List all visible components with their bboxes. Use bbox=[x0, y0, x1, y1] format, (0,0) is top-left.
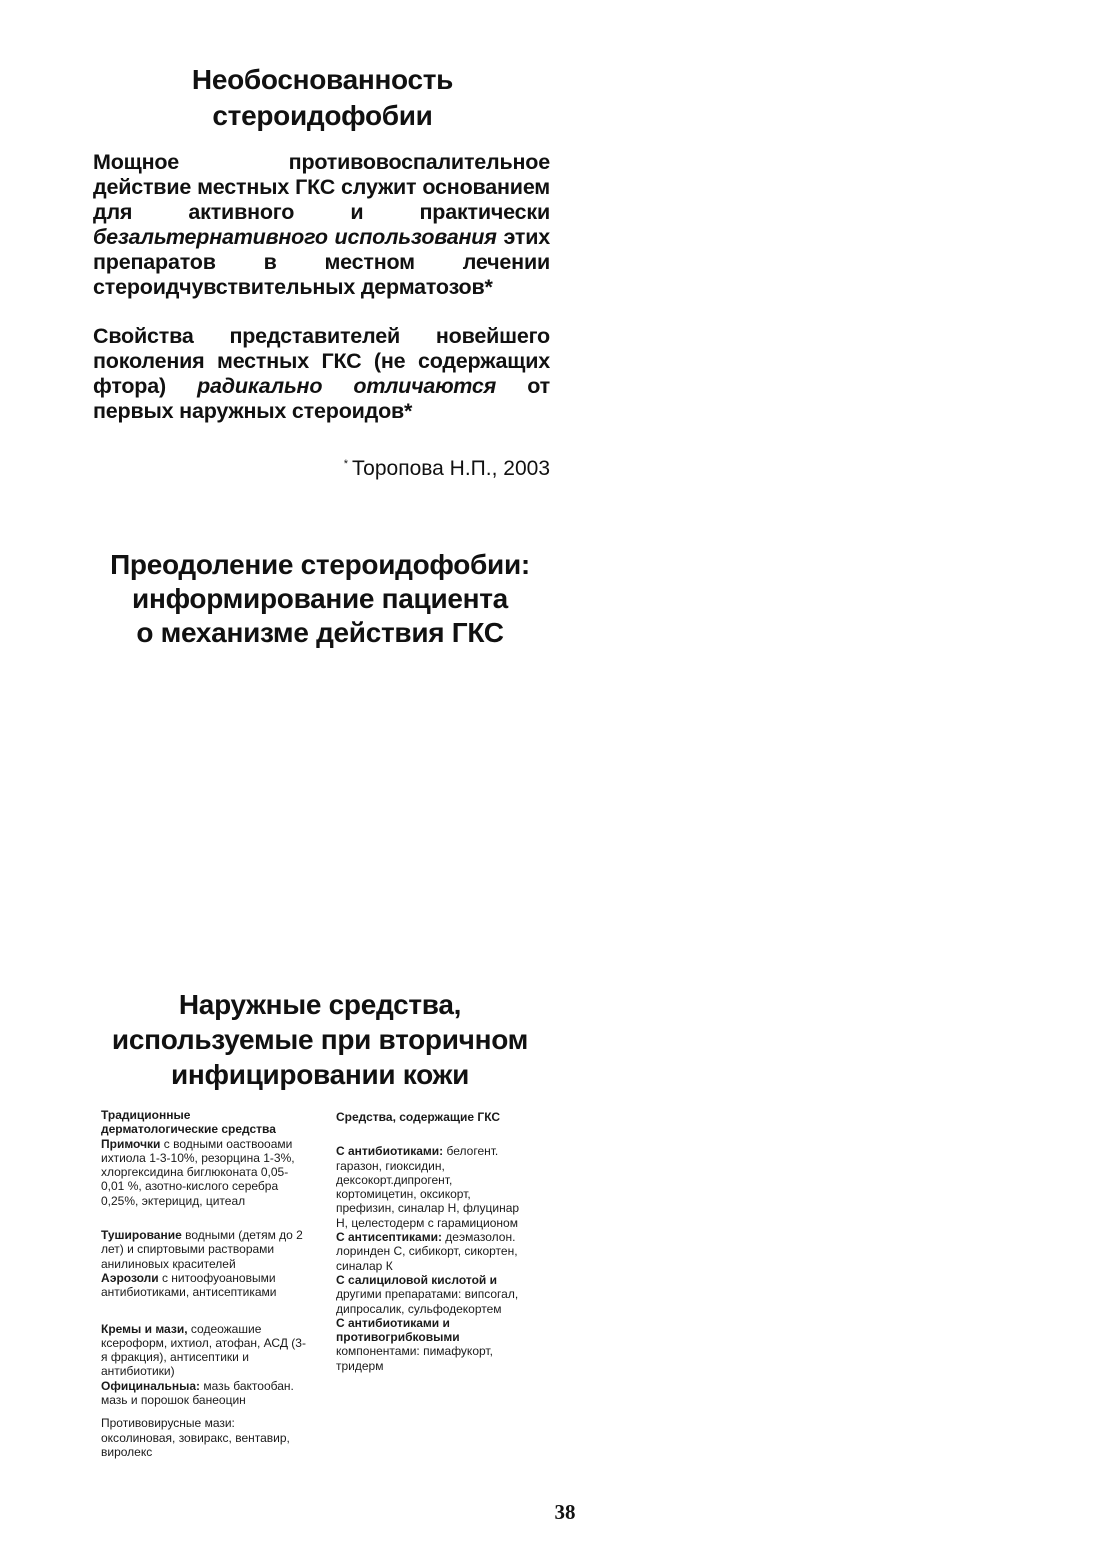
section3-title-line: инфицировании кожи bbox=[170, 1059, 470, 1090]
section2-title-line: информирование пациента bbox=[132, 583, 508, 614]
emphasis: радикально отличаются bbox=[197, 374, 497, 398]
section2-title-line: Преодоление стероидофобии: bbox=[110, 549, 530, 580]
list-item: Туширование водными (детям до 2 лет) и спиртовыми растворами анилиновых красителей bbox=[101, 1228, 303, 1271]
citation-text: Торопова Н.П., 2003 bbox=[351, 457, 550, 480]
section3-title-line: используемые при вторичном bbox=[111, 1024, 529, 1055]
section1-title-line: стероидофобии bbox=[212, 100, 433, 131]
section1-title-line: Необоснованность bbox=[191, 64, 454, 95]
section1-paragraph-2: Свойства представителей новейшего поколения местных ГКС (не содержащих фтора) радикально отличаются от первых наружных стероидов* bbox=[93, 324, 551, 423]
gcs-remedies-column bbox=[336, 1110, 532, 1373]
list-item: Аэрозоли с нитоофуоановыми антибиотиками, антисептиками bbox=[101, 1270, 277, 1300]
citation bbox=[300, 450, 550, 483]
list-item: С салициловой кислотой и другими препаратами: випсогал, дипросалик, сульфодекортем bbox=[336, 1272, 519, 1316]
list-item: Кремы и мази, содеожашие ксероформ, ихтиол, атофан, АСД (3-я фракция), антисептики и антибиотики) bbox=[101, 1321, 306, 1379]
citation-mark: * bbox=[343, 458, 348, 470]
list-item: С антисептиками: деэмазолон. лоринден С, сибикорт, сикортен, синалар К bbox=[336, 1230, 518, 1273]
emphasis: безальтернативного использования bbox=[93, 225, 497, 249]
list-item: С антибиотиками: белогент. гаразон, гиоксидин, дексокорт.дипрогент, кортомицетин, оксикорт, префизин, синалар Н, флуцинар Н, целестодерм с гарамиционом bbox=[336, 1144, 520, 1230]
list-item: Официнальныа: мазь бактообан. мазь и порошок банеоцин bbox=[101, 1378, 294, 1408]
section3-title-line: Наружные средства, bbox=[178, 989, 462, 1020]
section2-title-line: о механизме действия ГКС bbox=[136, 617, 504, 648]
section3-title bbox=[60, 987, 580, 1092]
page-number: 38 bbox=[554, 1500, 576, 1524]
traditional-remedies-column bbox=[101, 1108, 309, 1459]
section1-paragraph-1: Мощное противовоспалительное действие местных ГКС служит основанием для активного и практически безальтернативного использования этих препаратов в местном лечении стероидчувствительных дерматозов* bbox=[93, 150, 550, 299]
list-item: Примочки с водными оаствооами ихтиола 1-3-10%, резорцина 1-3%, хлоргексидина биглюконата 0,05-0,01 %, азотно-кислого серебра 0,25%, эктерицид, цитеал bbox=[101, 1136, 295, 1208]
section1-title bbox=[120, 62, 525, 134]
list-item: Противовирусные мази: оксолиновая, зовиракс, вентавир, виролекс bbox=[101, 1416, 290, 1459]
list-item: С антибиотиками и противогрибковыми компонентами: пимафукорт, тридерм bbox=[336, 1315, 493, 1373]
column-heading: Традиционные дерматологические средства bbox=[101, 1108, 276, 1137]
column-heading: Средства, содержащие ГКС bbox=[336, 1110, 501, 1124]
section2-title bbox=[60, 548, 580, 650]
